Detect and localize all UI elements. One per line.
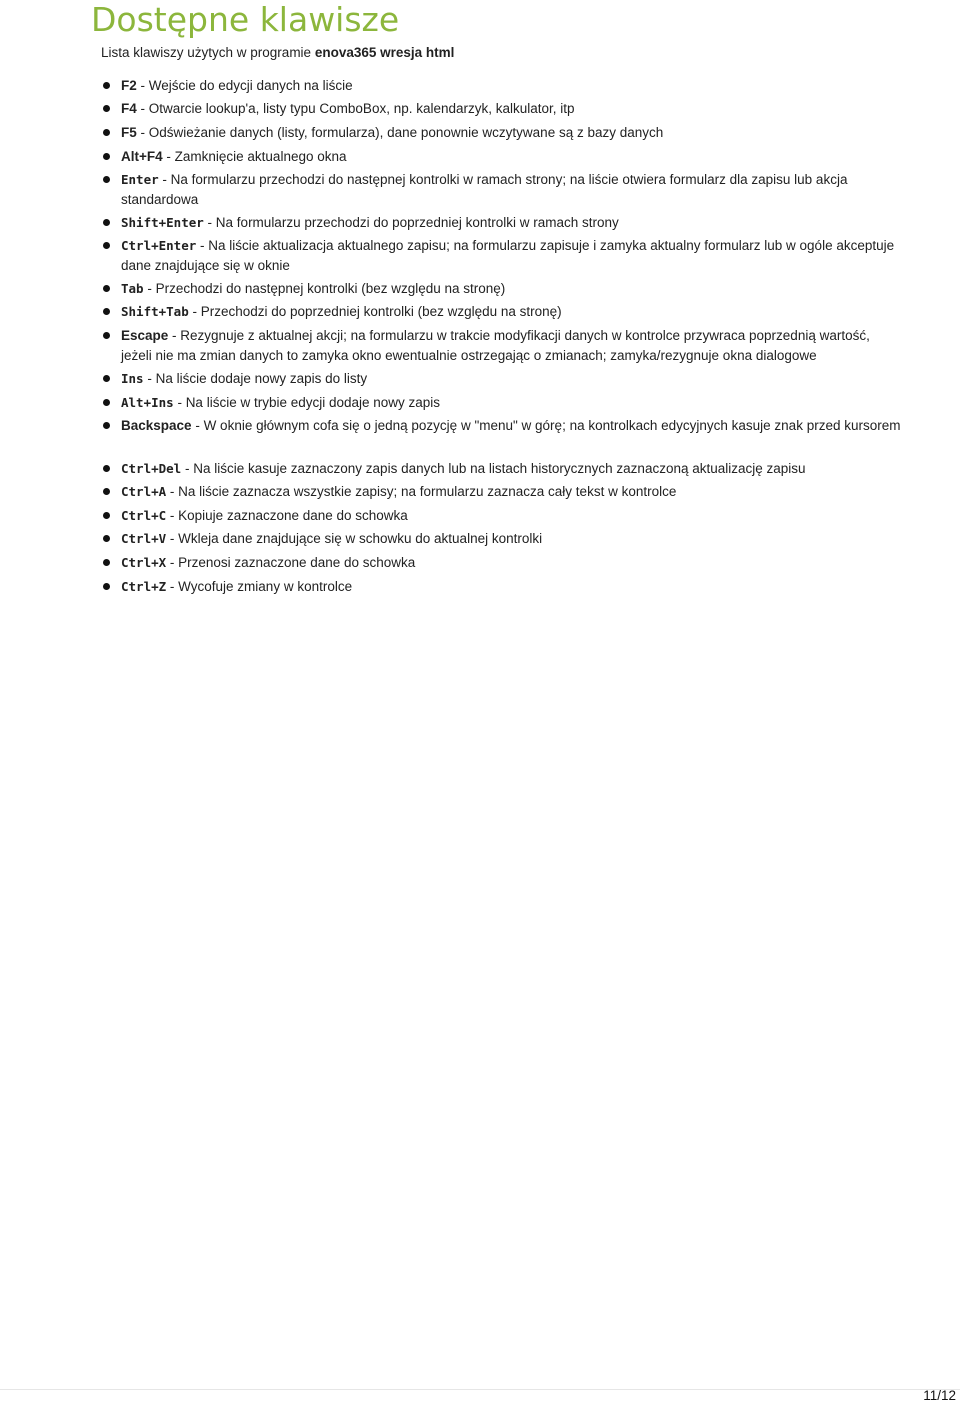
shortcut-separator: - — [166, 555, 179, 570]
footer-divider — [0, 1389, 960, 1390]
shortcut-separator: - — [162, 149, 175, 164]
bullet-icon — [103, 176, 110, 183]
list-item — [121, 236, 901, 276]
bullet-icon — [103, 535, 110, 542]
list-item — [121, 302, 901, 322]
bullet-icon — [103, 399, 110, 406]
bullet-icon — [103, 488, 110, 495]
shortcut-description: Rezygnuje z aktualnej akcji; na formularzu w trakcie modyfikacji danych w kontrolce przywraca poprzednią wartość, jeżeli nie ma zmian danych to zamyka okno ewentualnie ostrzegając o zmianach; zamyka/rezygnuje okna dialogowe — [121, 328, 870, 363]
page-title: Dostępne klawisze — [91, 0, 400, 39]
shortcut-separator: - — [203, 215, 216, 230]
bullet-icon — [103, 559, 110, 566]
list-item — [121, 506, 901, 526]
shortcut-description: Na formularzu przechodzi do poprzedniej kontrolki w ramach strony — [215, 215, 619, 230]
shortcut-separator: - — [166, 579, 179, 594]
shortcut-separator: - — [136, 78, 149, 93]
shortcut-separator: - — [143, 281, 156, 296]
subtitle-text: Lista klawiszy użytych w programie — [101, 45, 315, 60]
list-item — [121, 76, 901, 96]
shortcut-key: Ctrl+C — [121, 508, 167, 523]
shortcut-separator: - — [168, 328, 181, 343]
shortcut-key: Ctrl+Enter — [121, 238, 197, 253]
shortcut-description: Odświeżanie danych (listy, formularza), dane ponownie wczytywane są z bazy danych — [148, 125, 664, 140]
shortcut-separator: - — [166, 531, 179, 546]
bullet-icon — [103, 129, 110, 136]
page-number: 11/12 — [923, 1388, 956, 1403]
shortcut-separator: - — [188, 304, 201, 319]
shortcut-description: Na liście dodaje nowy zapis do listy — [155, 371, 368, 386]
shortcut-description: Wejście do edycji danych na liście — [148, 78, 353, 93]
shortcut-description: Na formularzu przechodzi do następnej kontrolki w ramach strony; na liście otwiera formularz dla zapisu lub akcja standardowa — [121, 172, 848, 207]
shortcut-separator: - — [166, 484, 179, 499]
shortcut-key: Shift+Tab — [121, 304, 189, 319]
bullet-icon — [103, 153, 110, 160]
list-item — [121, 213, 901, 233]
list-item — [121, 369, 901, 389]
shortcut-key: Shift+Enter — [121, 215, 204, 230]
shortcut-key: Ctrl+Del — [121, 461, 182, 476]
shortcut-key: Ctrl+X — [121, 555, 167, 570]
shortcut-separator: - — [136, 101, 149, 116]
bullet-icon — [103, 422, 110, 429]
list-item — [121, 482, 901, 502]
shortcut-key: Backspace — [121, 418, 192, 433]
list-item — [121, 326, 901, 366]
program-name: enova365 wresja html — [314, 45, 455, 60]
list-item — [121, 147, 901, 167]
shortcut-separator: - — [181, 461, 194, 476]
page-subtitle — [101, 44, 454, 62]
shortcut-description: Przenosi zaznaczone dane do schowka — [178, 555, 416, 570]
list-item — [121, 393, 901, 413]
shortcut-separator: - — [196, 238, 209, 253]
shortcut-description: Na liście w trybie edycji dodaje nowy zapis — [185, 395, 441, 410]
shortcut-description: Na liście zaznacza wszystkie zapisy; na formularzu zaznacza cały tekst w kontrolce — [178, 484, 677, 499]
shortcut-description: Kopiuje zaznaczone dane do schowka — [178, 508, 408, 523]
shortcut-key: Ins — [121, 371, 144, 386]
shortcut-separator: - — [191, 418, 204, 433]
bullet-icon — [103, 285, 110, 292]
bullet-icon — [103, 308, 110, 315]
bullet-icon — [103, 82, 110, 89]
list-item — [121, 170, 901, 210]
shortcut-description: Przechodzi do poprzedniej kontrolki (bez względu na stronę) — [200, 304, 562, 319]
shortcut-description: Wkleja dane znajdujące się w schowku do aktualnej kontrolki — [178, 531, 543, 546]
shortcut-key: Alt+Ins — [121, 395, 174, 410]
shortcut-separator: - — [173, 395, 186, 410]
shortcut-description: Otwarcie lookup'a, listy typu ComboBox, np. kalendarzyk, kalkulator, itp — [148, 101, 575, 116]
shortcut-separator: - — [166, 508, 179, 523]
shortcut-key: F5 — [121, 125, 137, 140]
list-item — [121, 99, 901, 119]
shortcut-separator: - — [158, 172, 171, 187]
list-item — [121, 553, 901, 573]
bullet-icon — [103, 583, 110, 590]
bullet-icon — [103, 375, 110, 382]
list-item — [121, 529, 901, 549]
shortcut-key: Enter — [121, 172, 159, 187]
shortcut-key: Ctrl+Z — [121, 579, 167, 594]
list-item — [121, 279, 901, 299]
shortcut-key: Ctrl+V — [121, 531, 167, 546]
bullet-icon — [103, 512, 110, 519]
bullet-icon — [103, 242, 110, 249]
list-item — [121, 459, 901, 479]
shortcut-description: Wycofuje zmiany w kontrolce — [178, 579, 353, 594]
shortcut-description: Na liście aktualizacja aktualnego zapisu; na formularzu zapisuje i zamyka aktualny formularz lub w ogóle akceptuje dane znajdujące się w oknie — [121, 238, 895, 273]
shortcut-key: Alt+F4 — [121, 149, 163, 164]
bullet-icon — [103, 332, 110, 339]
list-item — [121, 123, 901, 143]
shortcut-description: Przechodzi do następnej kontrolki (bez względu na stronę) — [155, 281, 506, 296]
shortcut-separator: - — [136, 125, 149, 140]
shortcut-key: F2 — [121, 78, 137, 93]
shortcut-description: W oknie głównym cofa się o jedną pozycję w "menu" w górę; na kontrolkach edycyjnych kasuje znak przed kursorem — [203, 418, 901, 433]
shortcut-description: Zamknięcie aktualnego okna — [174, 149, 347, 164]
bullet-icon — [103, 105, 110, 112]
shortcut-separator: - — [143, 371, 156, 386]
bullet-icon — [103, 219, 110, 226]
bullet-icon — [103, 465, 110, 472]
shortcut-key: Tab — [121, 281, 144, 296]
list-item — [121, 577, 901, 597]
shortcut-description: Na liście kasuje zaznaczony zapis danych lub na listach historycznych zaznaczoną aktualizację zapisu — [193, 461, 806, 476]
shortcut-key: Ctrl+A — [121, 484, 167, 499]
shortcut-key: F4 — [121, 101, 137, 116]
shortcut-key: Escape — [121, 328, 169, 343]
list-item — [121, 416, 901, 436]
